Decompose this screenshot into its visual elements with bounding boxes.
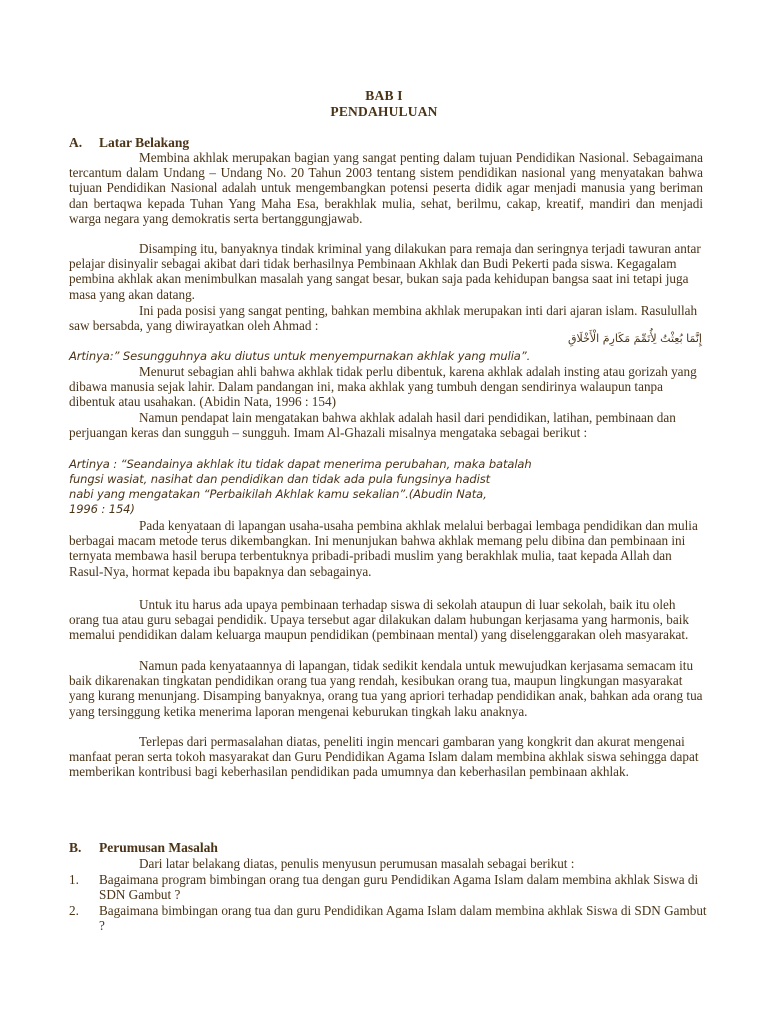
list-item-number: 2.: [69, 903, 79, 918]
list-item-text: Bagaimana program bimbingan orang tua dengan guru Pendidikan Agama Islam dalam membina akhlak Siswa di SDN Gambut ?: [99, 872, 699, 903]
paragraph-5: [69, 410, 703, 440]
section-b-heading: [69, 840, 218, 856]
paragraph-1-text: Membina akhlak merupakan bagian yang sangat penting dalam tujuan Pendidikan Nasional. Sebagaimana tercantum dalam Undang – Undang No. 20 Tahun 2003 tentang sistem pendidikan nasional yang menyatakan bahwa tujuan Pendidikan Nasional adalah untuk mengembangkan potensi peserta didik agar menjadi manusia yang beriman dan bertaqwa kepada Tuhan Yang Maha Esa, berakhlak mulia, sehat, berilmu, cakap, kreatif, mandiri dan menjadi warga negara yang demokratis serta bertanggungjawab.: [69, 150, 703, 226]
section-b-intro: [69, 856, 703, 871]
paragraph-9: [69, 734, 703, 780]
quote-line-4: 1996 : 154): [69, 502, 135, 516]
paragraph-4-text: Menurut sebagian ahli bahwa akhlak tidak perlu dibentuk, karena akhlak adalah insting atau gorizah yang dibawa manusia sejak lahir. Dalam pandangan ini, maka akhlak yang tumbuh dengan sendirinya walaupun tanpa dibentuk atau usahakan. (Abidin Nata, 1996 : 154): [69, 364, 697, 410]
list-item: [69, 872, 709, 902]
list-item-text: Bagaimana bimbingan orang tua dan guru Pendidikan Agama Islam dalam membina akhlak Siswa di SDN Gambut ?: [99, 903, 707, 934]
arabic-hadith: إِنَّمَا بُعِثْتُ لِأُتَمِّمَ مَكَارِمَ الْأَخْلَاقِ: [568, 332, 702, 345]
paragraph-9-text: Terlepas dari permasalahan diatas, peneliti ingin mencari gambaran yang kongkrit dan akurat mengenai manfaat peran serta tokoh masyarakat dan Guru Pendidikan Agama Islam dalam membina akhlak siswa sehingga dapat memberikan kontribusi bagi keberhasilan pendidikan pada umumnya dan keberhasilan pembinaan akhlak.: [69, 734, 699, 780]
paragraph-3: [69, 303, 703, 333]
section-b-marker: B.: [69, 840, 82, 855]
paragraph-5-text: Namun pendapat lain mengatakan bahwa akhlak adalah hasil dari pendidikan, latihan, pembinaan dan perjuangan keras dan sungguh – sungguh. Imam Al-Ghazali misalnya mengataka sebagai berikut :: [69, 410, 676, 441]
section-b-intro-text: Dari latar belakang diatas, penulis menyusun perumusan masalah sebagai berikut :: [139, 856, 575, 871]
paragraph-7: [69, 597, 703, 643]
section-a-title: Latar Belakang: [99, 135, 190, 150]
quote-line-3: nabi yang mengatakan “Perbaikilah Akhlak kamu sekalian”.(Abudin Nata,: [69, 487, 487, 501]
chapter-number: BAB I: [365, 88, 403, 103]
paragraph-2-text: Disamping itu, banyaknya tindak kriminal yang dilakukan para remaja dan seringnya terjadi tawuran antar pelajar disinyalir sebagai akibat dari tidak berhasilnya Pembinaan Akhlak dan Budi Pekerti pada siswa. Kegagalam pembina akhlak akan menimbulkan masalah yang sangat besar, bukan saja pada kehidupan bangsa saat ini tetapi juga masa yang akan datang.: [69, 241, 701, 302]
paragraph-7-text: Untuk itu harus ada upaya pembinaan terhadap siswa di sekolah ataupun di luar sekolah, baik itu oleh orang tua atau guru sebagai pendidik. Upaya tersebut agar dilakukan dalam hubungan kerjasama yang harmonis, baik memalui pendidikan dalam keluarga maupun pendidikan (pembinaan mental) yang diselenggarakan oleh masyarakat.: [69, 597, 689, 643]
quote-line-2: fungsi wasiat, nasihat dan pendidikan dan tidak ada pula fungsinya hadist: [69, 472, 491, 486]
paragraph-3-text: Ini pada posisi yang sangat penting, bahkan membina akhlak merupakan inti dari ajaran islam. Rasulullah saw bersabda, yang diwirayatkan oleh Ahmad :: [69, 303, 698, 334]
paragraph-6-text: Pada kenyataan di lapangan usaha-usaha pembina akhlak melalui berbagai lembaga pendidikan dan mulia berbagai macam metode terus dikembangkan. Ini menunjukan bahwa akhlak memang pelu dibina dan pembinaan ini ternyata membawa hasil berupa terbentuknya pribadi-pribadi muslim yang berakhlak mulia, taat kepada Allah dan Rasul-Nya, hormat kepada ibu bapaknya dan sebagainya.: [69, 518, 698, 579]
list-item: [69, 903, 709, 933]
section-a-marker: A.: [69, 135, 83, 150]
paragraph-1: [69, 150, 703, 226]
section-a-heading: [69, 135, 189, 151]
paragraph-2: [69, 241, 703, 302]
section-b-title: Perumusan Masalah: [99, 840, 218, 855]
paragraph-8: [69, 658, 703, 719]
paragraph-8-text: Namun pada kenyataannya di lapangan, tidak sedikit kendala untuk mewujudkan kerjasama semacam itu baik dikarenakan tingkatan pendidikan orang tua yang rendah, kesibukan orang tua, maupun lingkungan masyarakat yang kurang menunjang. Disamping banyaknya, orang tua yang apriori terhadap pendidikan anak, bahkan ada orang tua yang tersinggung ketika menerima laporan mengenai keburukan tingkah laku anaknya.: [69, 658, 703, 719]
quote-line-1: Artinya : “Seandainya akhlak itu tidak dapat menerima perubahan, maka batalah: [69, 457, 532, 471]
paragraph-6: [69, 518, 703, 579]
paragraph-4: [69, 364, 703, 410]
hadith-translation: Artinya:” Sesungguhnya aku diutus untuk menyempurnakan akhlak yang mulia”.: [69, 349, 531, 363]
chapter-title: PENDAHULUAN: [330, 104, 438, 119]
list-item-number: 1.: [69, 872, 79, 887]
